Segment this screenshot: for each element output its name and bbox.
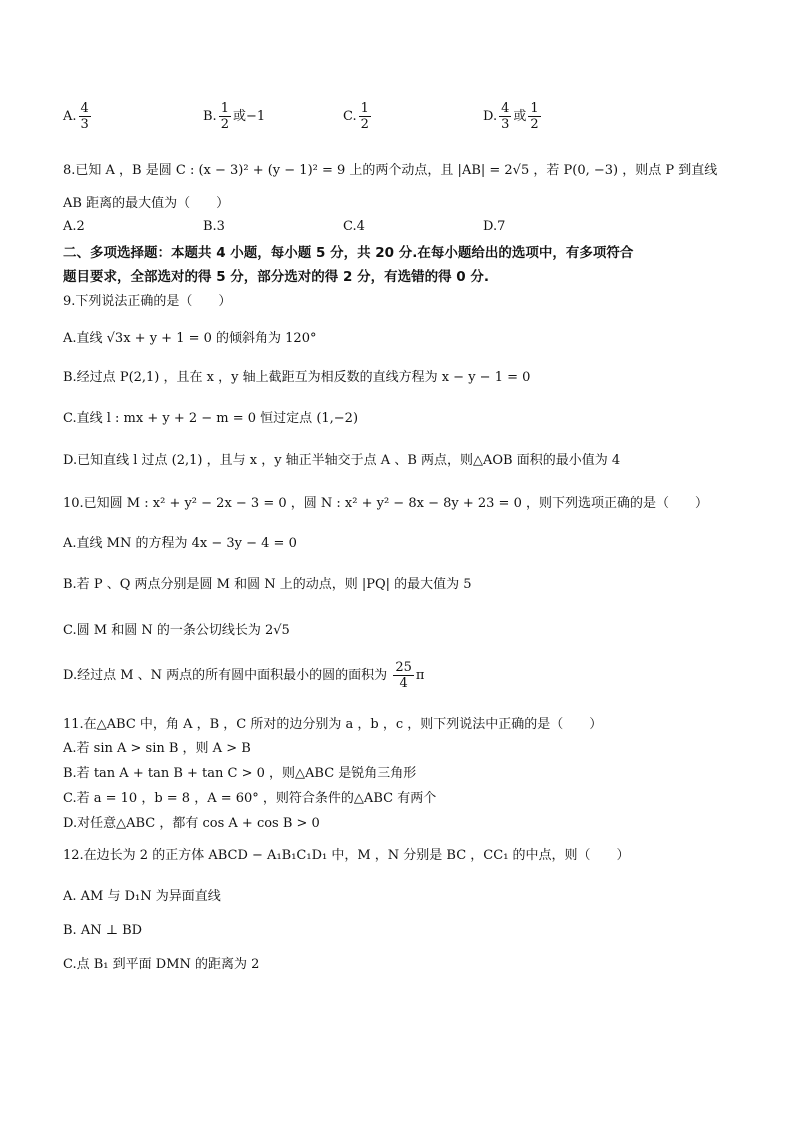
- q12-option-b: B. AN ⊥ BD: [63, 923, 143, 938]
- q12-option-a: A. AM 与 D₁N 为异面直线: [63, 889, 221, 904]
- q9-stem: 9.下列说法正确的是（ ）: [63, 294, 232, 309]
- fraction: $\frac{1}{2}$: [220, 101, 229, 132]
- q10-option-b: B.若 P 、Q 两点分别是圆 M 和圆 N 上的动点，则 |PQ| 的最大值为 5: [63, 577, 472, 592]
- fraction: $\frac{4}{3}$: [501, 101, 510, 132]
- q7-option-d: D. $\frac{4}{3}$ 或 $\frac{1}{2}$: [483, 101, 539, 132]
- q9-option-b: B.经过点 P(2,1) ，且在 x ，y 轴上截距互为相反数的直线方程为 x − y − 1 = 0: [63, 370, 531, 385]
- fraction: $\frac{25}{4}$: [395, 660, 412, 691]
- q9-option-d: D.已知直线 l 过点 (2,1) ，且与 x ，y 轴正半轴交于点 A 、B 两点，则△AOB 面积的最小值为 4: [63, 453, 621, 468]
- q8-stem-line2: AB 距离的最大值为（ ）: [63, 196, 230, 211]
- q11-option-b: B.若 tan A + tan B + tan C > 0 ，则△ABC 是锐角三角形: [63, 766, 417, 781]
- q7-option-b: B. $\frac{1}{2}$ 或−1: [203, 101, 266, 132]
- q10-option-a: A.直线 MN 的方程为 4x − 3y − 4 = 0: [63, 536, 297, 551]
- q8-option-c: C.4: [343, 219, 365, 234]
- q8-option-d: D.7: [483, 219, 506, 234]
- q7-option-c: C. $\frac{1}{2}$: [343, 101, 369, 132]
- q8-option-a: A.2: [63, 219, 85, 234]
- q7-option-a: A. $\frac{4}{3}$: [63, 101, 89, 132]
- q8-stem-line1: 8.已知 A ，B 是圆 C : (x − 3)² + (y − 1)² = 9 上的两个动点，且 |AB| = 2√5 ，若 P(0, −3) ，则点 P 到直线: [63, 163, 718, 178]
- q10-option-c: C.圆 M 和圆 N 的一条公切线长为 2√5: [63, 623, 290, 638]
- q9-option-c: C.直线 l : mx + y + 2 − m = 0 恒过定点 (1,−2): [63, 411, 359, 426]
- q8-option-b: B.3: [203, 219, 225, 234]
- fraction: $\frac{1}{2}$: [360, 101, 369, 132]
- q11-option-d: D.对任意△ABC ，都有 cos A + cos B > 0: [63, 816, 320, 831]
- fraction: $\frac{4}{3}$: [80, 101, 89, 132]
- q12-option-c: C.点 B₁ 到平面 DMN 的距离为 2: [63, 957, 260, 972]
- q10-option-d: D.经过点 M 、N 两点的所有圆中面积最小的圆的面积为 $\frac{25}{4}$ π: [63, 660, 425, 691]
- section-heading-line2: 题目要求，全部选对的得 5 分，部分选对的得 2 分，有选错的得 0 分.: [63, 269, 490, 285]
- q11-stem: 11.在△ABC 中，角 A ，B ，C 所对的边分别为 a ，b ，c ，则下列说法中正确的是（ ）: [63, 717, 603, 732]
- q10-stem: 10.已知圆 M : x² + y² − 2x − 3 = 0 ，圆 N : x² + y² − 8x − 8y + 23 = 0 ，则下列选项正确的是（ ）: [63, 496, 708, 511]
- q11-option-a: A.若 sin A > sin B ，则 A > B: [63, 741, 251, 756]
- section-heading-line1: 二、多项选择题：本题共 4 小题，每小题 5 分，共 20 分.在每小题给出的选项中，有多项符合: [63, 245, 634, 261]
- q12-stem: 12.在边长为 2 的正方体 ABCD − A₁B₁C₁D₁ 中，M ，N 分别是 BC ，CC₁ 的中点，则（ ）: [63, 848, 630, 863]
- q9-option-a: A.直线 √3x + y + 1 = 0 的倾斜角为 120°: [63, 331, 317, 346]
- fraction: $\frac{1}{2}$: [530, 101, 539, 132]
- q11-option-c: C.若 a = 10 ，b = 8 ，A = 60° ，则符合条件的△ABC 有两个: [63, 791, 437, 806]
